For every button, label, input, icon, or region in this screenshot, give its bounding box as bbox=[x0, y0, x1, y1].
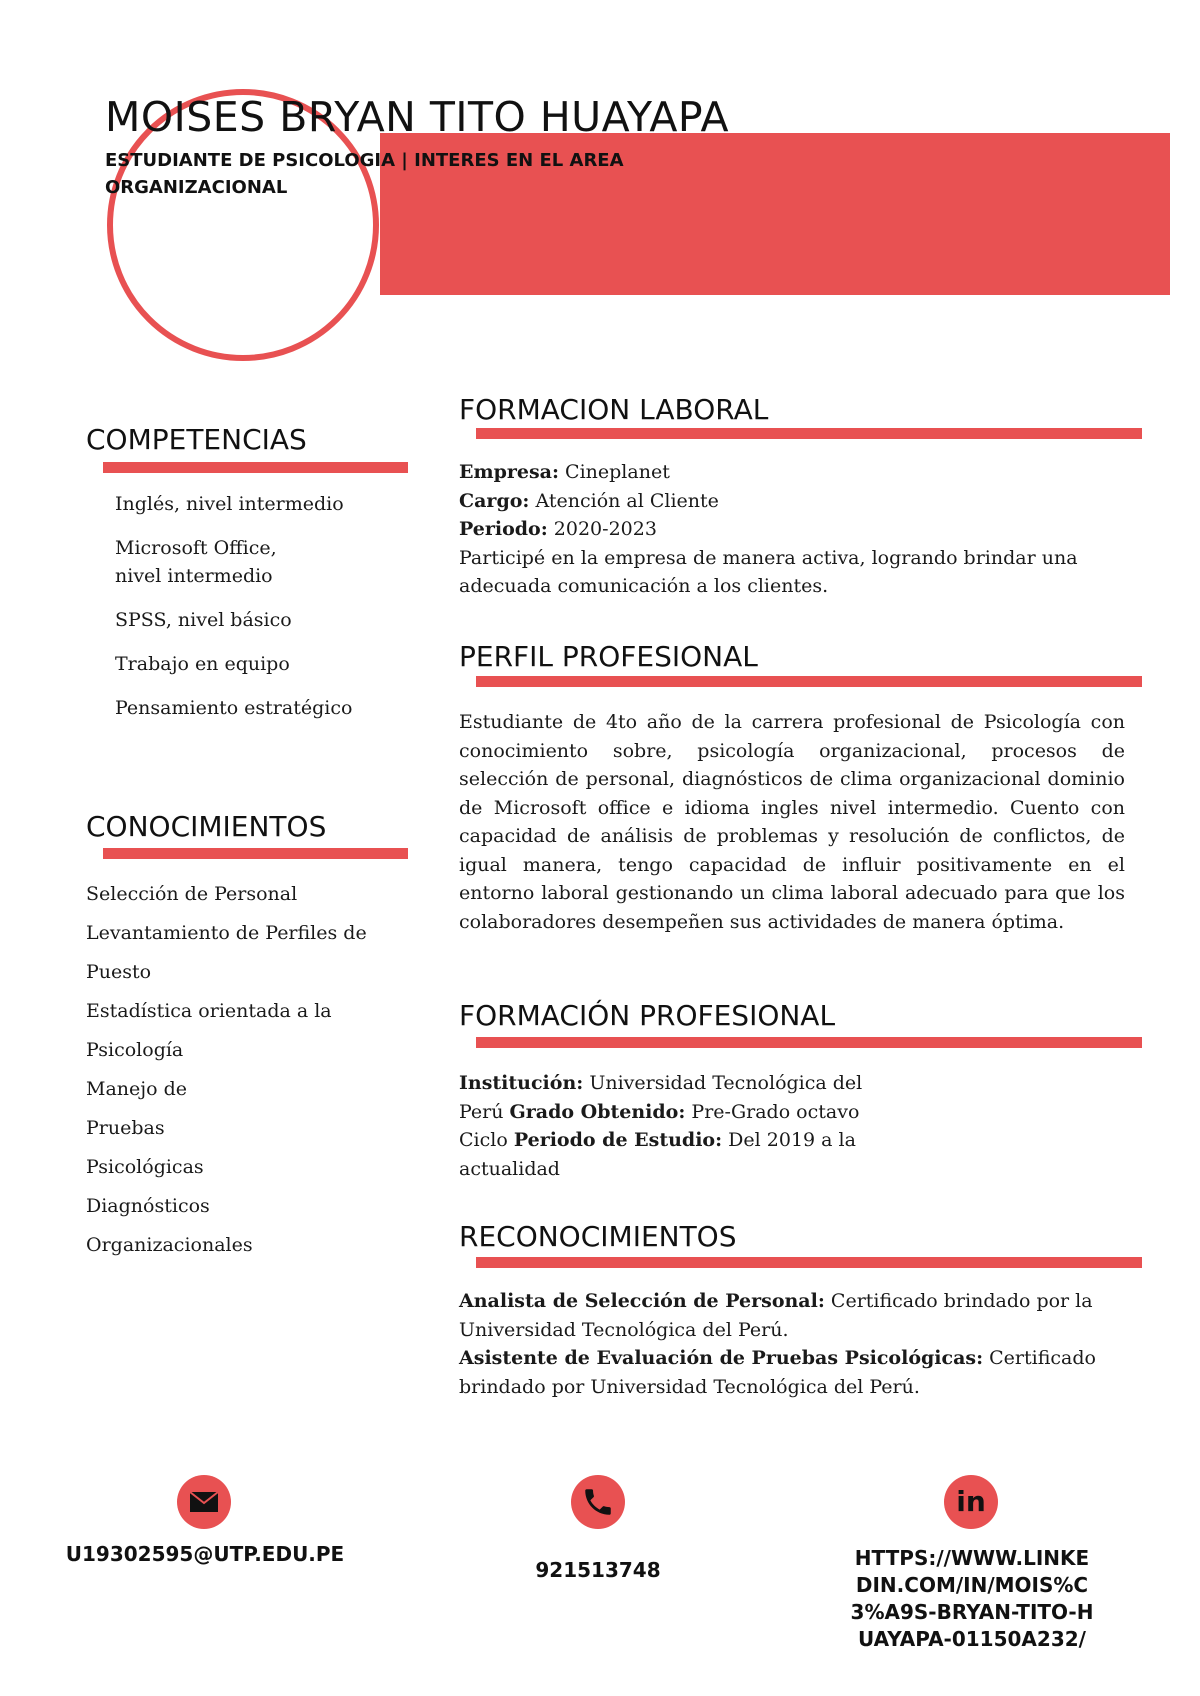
envelope-icon-glyph bbox=[189, 1491, 219, 1513]
email-text[interactable]: U19302595@UTP.EDU.PE bbox=[65, 1542, 345, 1566]
list-item: Microsoft Office, nivel intermedio bbox=[115, 537, 277, 587]
reconocimientos-body bbox=[459, 1287, 1125, 1401]
competencias-list bbox=[115, 490, 415, 738]
list-item: SPSS, nivel básico bbox=[115, 609, 292, 631]
candidate-subtitle: ESTUDIANTE DE PSICOLOGIA | INTERES EN EL AREA ORGANIZACIONAL bbox=[105, 150, 624, 198]
list-item: Pensamiento estratégico bbox=[115, 697, 353, 719]
list-item: Selección de Personal bbox=[86, 883, 298, 905]
linkedin-icon-glyph: in bbox=[956, 1485, 986, 1518]
formacion-profesional-underline bbox=[476, 1037, 1142, 1048]
periodo-estudio-label: Periodo de Estudio: bbox=[513, 1129, 723, 1151]
competencias-heading: COMPETENCIAS bbox=[86, 423, 307, 456]
list-item: Manejo de Pruebas Psicológicas bbox=[86, 1078, 204, 1178]
institucion-label: Institución: bbox=[459, 1072, 584, 1094]
periodo-value: 2020-2023 bbox=[553, 518, 657, 540]
candidate-name: MOISES BRYAN TITO HUAYAPA bbox=[105, 93, 730, 141]
perfil-profesional-heading: PERFIL PROFESIONAL bbox=[459, 640, 758, 673]
reconocimiento-label: Asistente de Evaluación de Pruebas Psicológicas: bbox=[459, 1347, 984, 1369]
perfil-profesional-underline bbox=[476, 676, 1142, 687]
reconocimiento-item bbox=[459, 1344, 1125, 1401]
phone-icon[interactable] bbox=[571, 1475, 625, 1529]
periodo-label: Periodo: bbox=[459, 518, 548, 540]
list-item: Diagnósticos Organizacionales bbox=[86, 1195, 253, 1256]
list-item: Trabajo en equipo bbox=[115, 653, 290, 675]
list-item: Levantamiento de Perfiles de Puesto bbox=[86, 922, 367, 983]
reconocimientos-heading: RECONOCIMIENTOS bbox=[459, 1220, 737, 1253]
formacion-profesional-body bbox=[459, 1069, 899, 1183]
perfil-profesional-text: Estudiante de 4to año de la carrera profesional de Psicología con conocimiento sobre, psicología organizacional, procesos de selección de personal, diagnósticos de clima organizacional dominio de Microsoft office e idioma ingles nivel intermedio. Cuento con capacidad de análisis de problemas y resolución de conflictos, de igual manera, tengo capacidad de influir positivamente en el entorno laboral gestionando un clima laboral adecuado para que los colaboradores desempeñen sus actividades de manera óptima. bbox=[459, 711, 1125, 933]
cargo-value: Atención al Cliente bbox=[535, 489, 719, 512]
cargo-label: Cargo: bbox=[459, 489, 530, 512]
conocimientos-underline bbox=[103, 848, 408, 859]
phone-icon-glyph bbox=[581, 1485, 615, 1519]
list-item: Inglés, nivel intermedio bbox=[115, 493, 344, 515]
reconocimientos-underline bbox=[476, 1257, 1142, 1268]
grado-value: Pre-Grado octavo Ciclo bbox=[459, 1100, 860, 1151]
reconocimiento-item bbox=[459, 1287, 1125, 1344]
phone-text[interactable]: 921513748 bbox=[535, 1558, 661, 1582]
formacion-laboral-heading: FORMACION LABORAL bbox=[459, 393, 769, 426]
institucion-value: Universidad Tecnológica del Perú bbox=[459, 1072, 863, 1123]
formacion-laboral-body bbox=[459, 458, 1125, 601]
empresa-label: Empresa: bbox=[459, 461, 559, 483]
competencias-underline bbox=[103, 462, 408, 473]
reconocimiento-text: Certificado brindado por la Universidad Tecnológica del Perú. bbox=[459, 1290, 1093, 1341]
reconocimiento-text: Certificado brindado por Universidad Tecnológica del Perú. bbox=[459, 1347, 1096, 1398]
reconocimiento-label: Analista de Selección de Personal: bbox=[459, 1290, 825, 1312]
envelope-icon[interactable] bbox=[177, 1475, 231, 1529]
conocimientos-heading: CONOCIMIENTOS bbox=[86, 810, 327, 843]
conocimientos-list bbox=[86, 875, 416, 1265]
grado-label: Grado Obtenido: bbox=[509, 1100, 686, 1123]
formacion-laboral-description: Participé en la empresa de manera activa, logrando brindar una adecuada comunicación a los clientes. bbox=[459, 546, 1078, 597]
linkedin-text[interactable]: HTTPS://WWW.LINKEDIN.COM/IN/MOIS%C3%A9S-BRYAN-TITO-HUAYAPA-01150A232/ bbox=[850, 1546, 1094, 1651]
formacion-profesional-heading: FORMACIÓN PROFESIONAL bbox=[459, 999, 836, 1032]
empresa-value: Cineplanet bbox=[565, 461, 670, 483]
linkedin-icon[interactable] bbox=[944, 1475, 998, 1529]
formacion-laboral-underline bbox=[476, 428, 1142, 439]
periodo-estudio-value: Del 2019 a la actualidad bbox=[459, 1129, 856, 1180]
list-item: Estadística orientada a la Psicología bbox=[86, 1000, 332, 1061]
